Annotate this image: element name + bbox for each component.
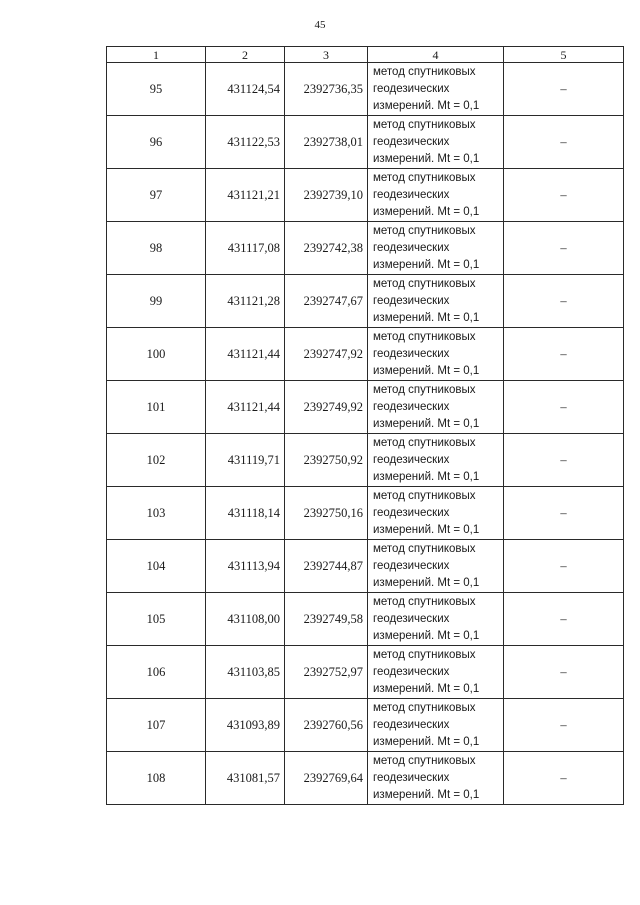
- method-cell: [368, 752, 504, 805]
- y-coordinate-cell: 2392752,97: [285, 646, 368, 699]
- note-cell: –: [504, 752, 624, 805]
- method-cell: [368, 593, 504, 646]
- header-col-5: 5: [504, 47, 624, 63]
- point-number-cell: 106: [107, 646, 206, 699]
- y-coordinate-cell: 2392747,67: [285, 275, 368, 328]
- method-cell: [368, 487, 504, 540]
- table-row: [107, 222, 624, 275]
- method-line: геодезических: [373, 559, 450, 572]
- table-row: [107, 540, 624, 593]
- note-cell: –: [504, 169, 624, 222]
- method-line: метод спутниковых: [373, 489, 476, 502]
- page-number: 45: [314, 19, 326, 31]
- point-number-cell: 103: [107, 487, 206, 540]
- x-coordinate-cell: 431121,28: [206, 275, 285, 328]
- table-header-row: [107, 47, 624, 63]
- header-col-2: 2: [206, 47, 285, 63]
- table-row: [107, 699, 624, 752]
- method-line: геодезических: [373, 188, 450, 201]
- method-line: метод спутниковых: [373, 436, 476, 449]
- x-coordinate-cell: 431118,14: [206, 487, 285, 540]
- method-line: метод спутниковых: [373, 330, 476, 343]
- method-cell: [368, 116, 504, 169]
- x-coordinate-cell: 431122,53: [206, 116, 285, 169]
- note-cell: –: [504, 434, 624, 487]
- note-cell: –: [504, 646, 624, 699]
- point-number-cell: 99: [107, 275, 206, 328]
- table-row: [107, 487, 624, 540]
- y-coordinate-cell: 2392742,38: [285, 222, 368, 275]
- table-row: [107, 593, 624, 646]
- method-cell: [368, 646, 504, 699]
- table-row: [107, 116, 624, 169]
- point-number-cell: 108: [107, 752, 206, 805]
- method-line: измерений. Mt = 0,1: [373, 576, 480, 589]
- y-coordinate-cell: 2392769,64: [285, 752, 368, 805]
- method-line: геодезических: [373, 347, 450, 360]
- note-cell: –: [504, 275, 624, 328]
- method-line: геодезических: [373, 241, 450, 254]
- point-number-cell: 96: [107, 116, 206, 169]
- method-line: геодезических: [373, 506, 450, 519]
- method-cell: [368, 434, 504, 487]
- table-row: [107, 381, 624, 434]
- y-coordinate-cell: 2392736,35: [285, 63, 368, 116]
- method-cell: [368, 699, 504, 752]
- method-line: геодезических: [373, 718, 450, 731]
- method-line: измерений. Mt = 0,1: [373, 152, 480, 165]
- point-number-cell: 98: [107, 222, 206, 275]
- method-line: метод спутниковых: [373, 754, 476, 767]
- method-line: измерений. Mt = 0,1: [373, 788, 480, 801]
- method-line: измерений. Mt = 0,1: [373, 258, 480, 271]
- x-coordinate-cell: 431108,00: [206, 593, 285, 646]
- note-cell: –: [504, 540, 624, 593]
- point-number-cell: 104: [107, 540, 206, 593]
- note-cell: –: [504, 381, 624, 434]
- point-number-cell: 105: [107, 593, 206, 646]
- table-row: [107, 63, 624, 116]
- method-line: геодезических: [373, 82, 450, 95]
- y-coordinate-cell: 2392738,01: [285, 116, 368, 169]
- method-line: геодезических: [373, 771, 450, 784]
- method-line: метод спутниковых: [373, 224, 476, 237]
- method-cell: [368, 540, 504, 593]
- method-line: метод спутниковых: [373, 701, 476, 714]
- method-line: геодезических: [373, 135, 450, 148]
- y-coordinate-cell: 2392750,92: [285, 434, 368, 487]
- table-row: [107, 434, 624, 487]
- table-row: [107, 646, 624, 699]
- point-number-cell: 100: [107, 328, 206, 381]
- header-col-3: 3: [285, 47, 368, 63]
- table-body: [107, 63, 624, 805]
- table-row: [107, 752, 624, 805]
- x-coordinate-cell: 431093,89: [206, 699, 285, 752]
- method-cell: [368, 328, 504, 381]
- method-cell: [368, 381, 504, 434]
- method-cell: [368, 63, 504, 116]
- method-line: метод спутниковых: [373, 542, 476, 555]
- y-coordinate-cell: 2392749,92: [285, 381, 368, 434]
- point-number-cell: 101: [107, 381, 206, 434]
- method-line: геодезических: [373, 294, 450, 307]
- note-cell: –: [504, 699, 624, 752]
- point-number-cell: 97: [107, 169, 206, 222]
- note-cell: –: [504, 328, 624, 381]
- note-cell: –: [504, 63, 624, 116]
- table-row: [107, 328, 624, 381]
- x-coordinate-cell: 431113,94: [206, 540, 285, 593]
- method-line: геодезических: [373, 612, 450, 625]
- method-line: измерений. Mt = 0,1: [373, 682, 480, 695]
- point-number-cell: 102: [107, 434, 206, 487]
- method-cell: [368, 222, 504, 275]
- method-line: метод спутниковых: [373, 595, 476, 608]
- note-cell: –: [504, 222, 624, 275]
- y-coordinate-cell: 2392744,87: [285, 540, 368, 593]
- note-cell: –: [504, 116, 624, 169]
- method-line: измерений. Mt = 0,1: [373, 417, 480, 430]
- note-cell: –: [504, 593, 624, 646]
- y-coordinate-cell: 2392760,56: [285, 699, 368, 752]
- x-coordinate-cell: 431103,85: [206, 646, 285, 699]
- table-row: [107, 169, 624, 222]
- method-cell: [368, 275, 504, 328]
- method-line: метод спутниковых: [373, 383, 476, 396]
- method-line: измерений. Mt = 0,1: [373, 470, 480, 483]
- method-line: измерений. Mt = 0,1: [373, 629, 480, 642]
- method-line: метод спутниковых: [373, 65, 476, 78]
- method-line: метод спутниковых: [373, 648, 476, 661]
- x-coordinate-cell: 431124,54: [206, 63, 285, 116]
- header-col-1: 1: [107, 47, 206, 63]
- x-coordinate-cell: 431117,08: [206, 222, 285, 275]
- y-coordinate-cell: 2392747,92: [285, 328, 368, 381]
- point-number-cell: 107: [107, 699, 206, 752]
- coordinates-table: [106, 46, 624, 805]
- y-coordinate-cell: 2392739,10: [285, 169, 368, 222]
- y-coordinate-cell: 2392749,58: [285, 593, 368, 646]
- x-coordinate-cell: 431121,44: [206, 381, 285, 434]
- method-line: метод спутниковых: [373, 118, 476, 131]
- method-line: измерений. Mt = 0,1: [373, 735, 480, 748]
- note-cell: –: [504, 487, 624, 540]
- method-cell: [368, 169, 504, 222]
- method-line: метод спутниковых: [373, 171, 476, 184]
- header-col-4: 4: [368, 47, 504, 63]
- method-line: измерений. Mt = 0,1: [373, 364, 480, 377]
- method-line: метод спутниковых: [373, 277, 476, 290]
- method-line: измерений. Mt = 0,1: [373, 205, 480, 218]
- x-coordinate-cell: 431121,44: [206, 328, 285, 381]
- point-number-cell: 95: [107, 63, 206, 116]
- method-line: измерений. Mt = 0,1: [373, 99, 480, 112]
- method-line: измерений. Mt = 0,1: [373, 311, 480, 324]
- x-coordinate-cell: 431121,21: [206, 169, 285, 222]
- method-line: геодезических: [373, 665, 450, 678]
- method-line: геодезических: [373, 400, 450, 413]
- x-coordinate-cell: 431081,57: [206, 752, 285, 805]
- method-line: измерений. Mt = 0,1: [373, 523, 480, 536]
- method-line: геодезических: [373, 453, 450, 466]
- table-row: [107, 275, 624, 328]
- x-coordinate-cell: 431119,71: [206, 434, 285, 487]
- y-coordinate-cell: 2392750,16: [285, 487, 368, 540]
